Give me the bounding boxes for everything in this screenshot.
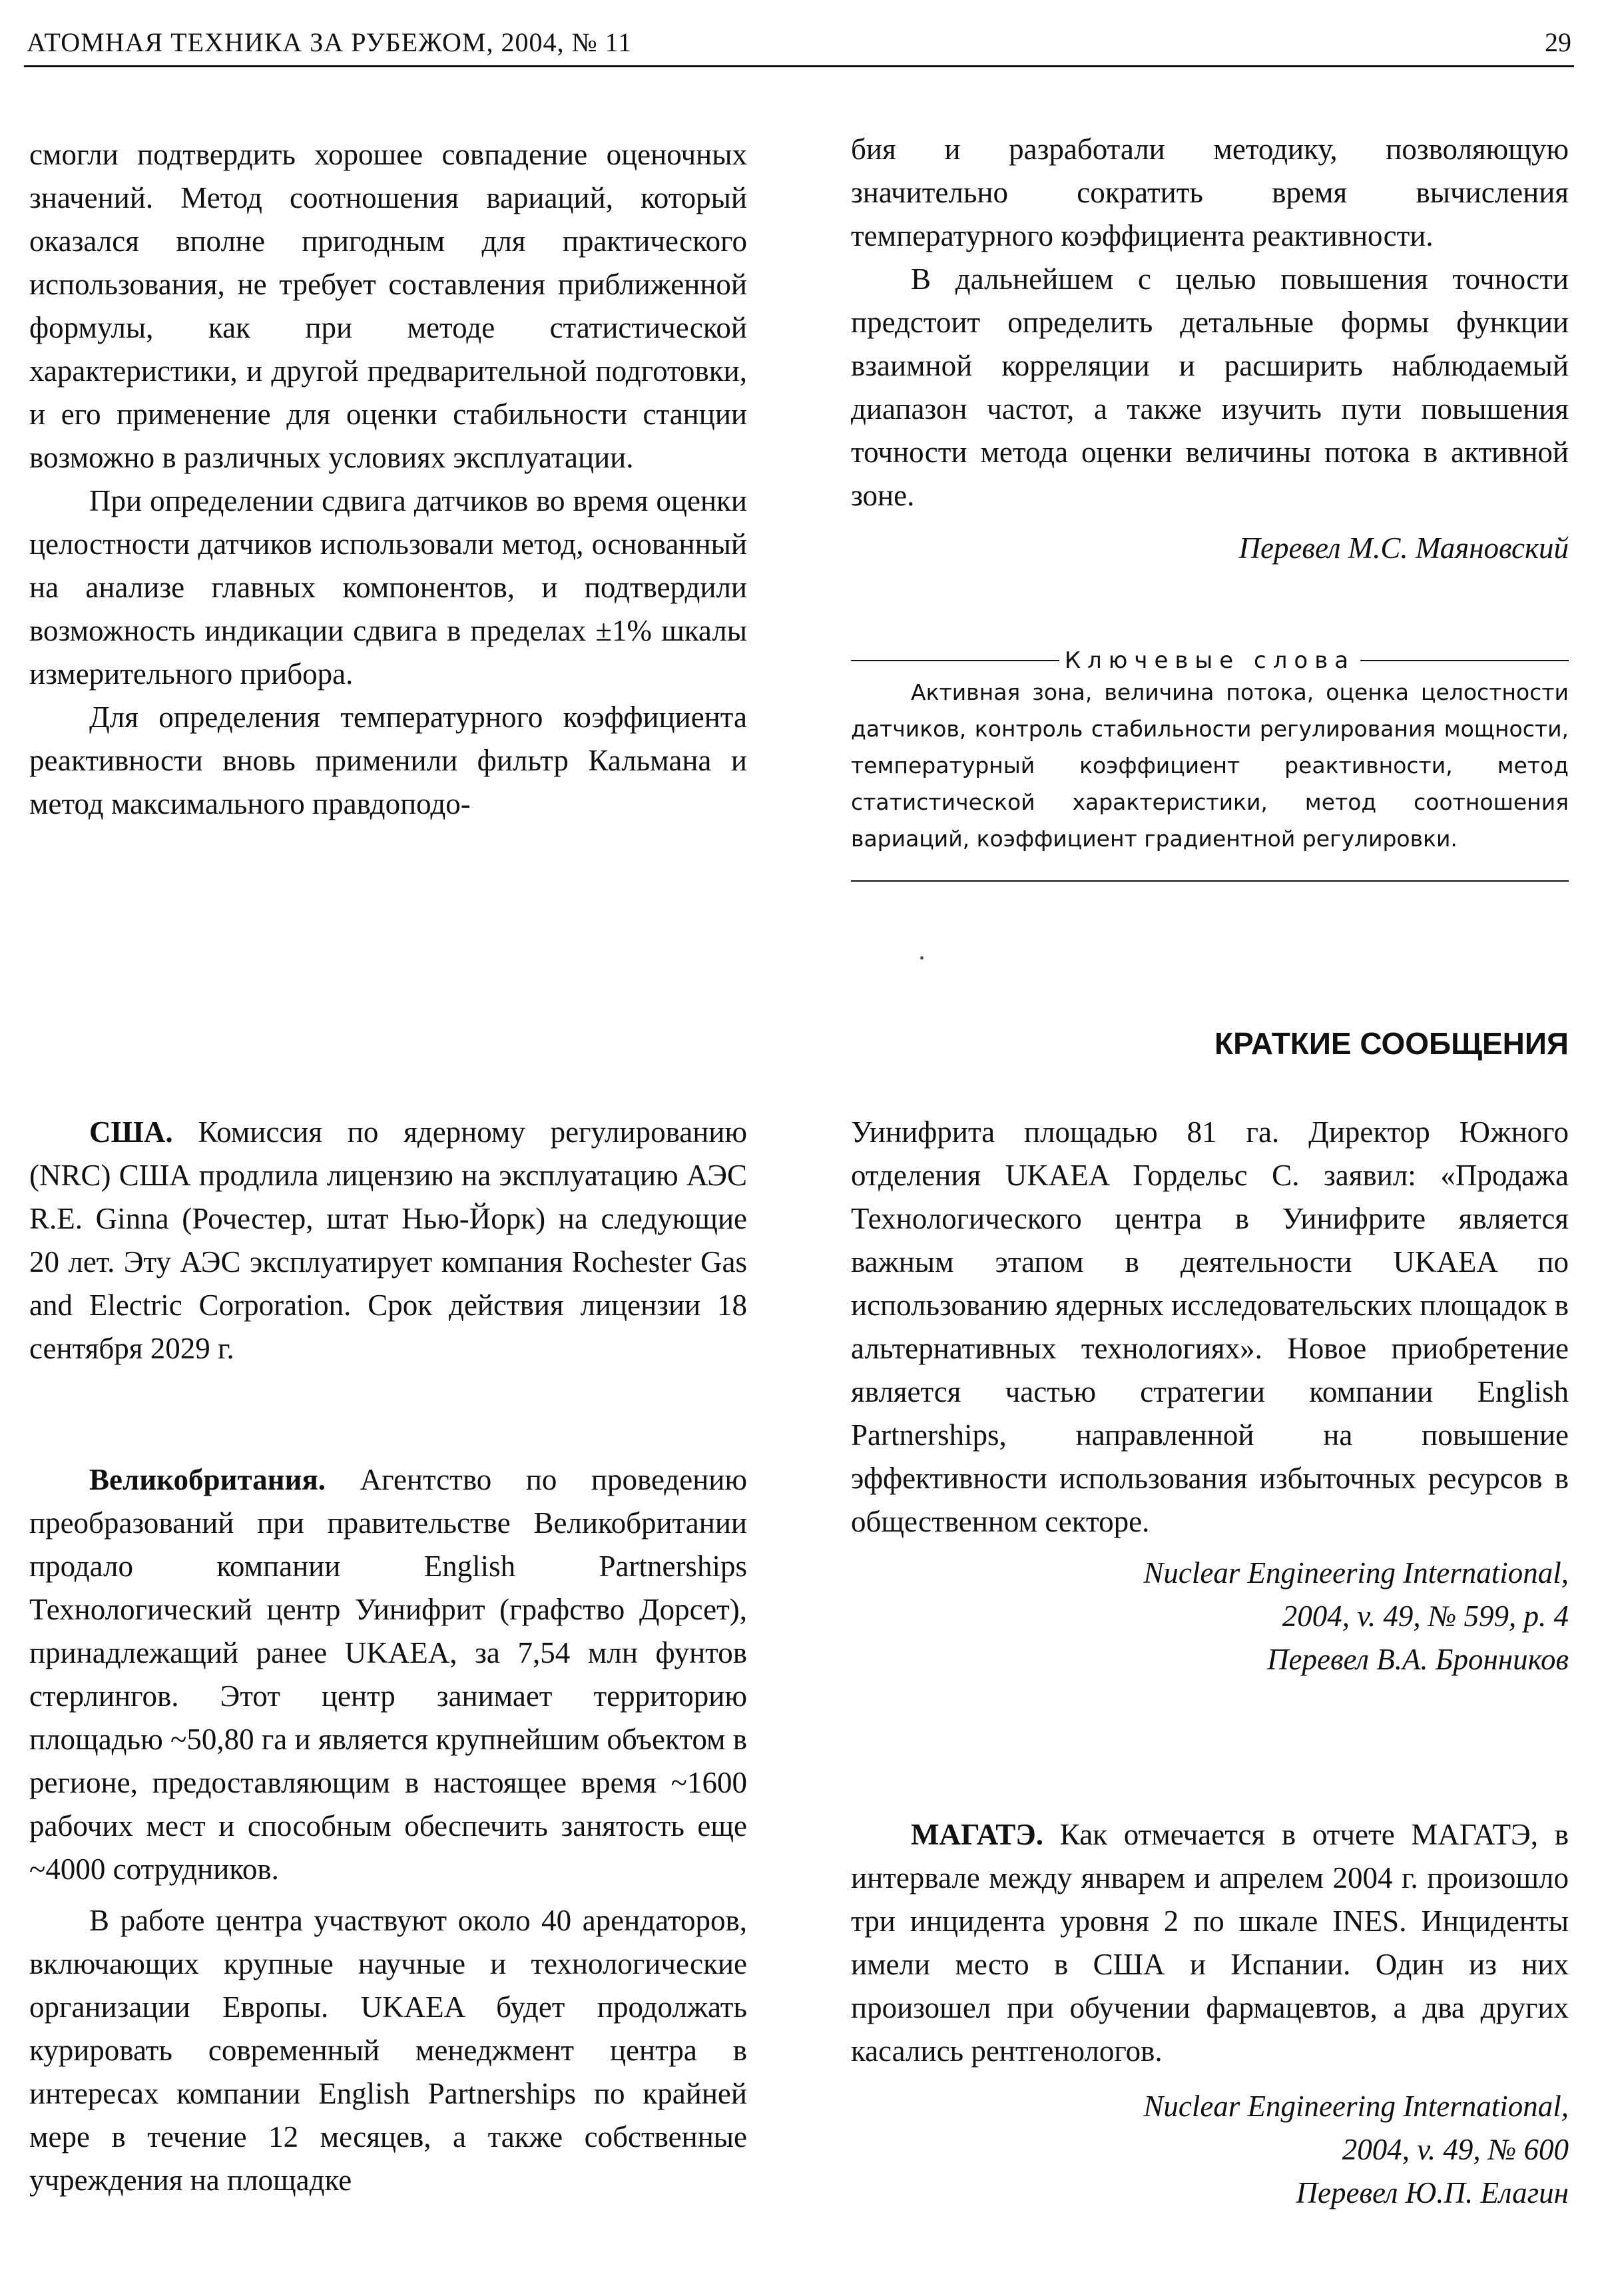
article-continuation-left — [29, 133, 747, 826]
article-paragraph: бия и разработали методику, позволяющую значительно сократить время вычисления температурного коэффициента реактивности. — [851, 133, 1569, 252]
page-number: 29 — [1545, 27, 1571, 57]
article-paragraph: При определении сдвига датчиков во время оценки целостности датчиков использовали метод, основанный на анализе главных компонентов, и подтвердили возможность индикации сдвига в пределах ±1% шкалы измерительного прибора. — [29, 484, 747, 691]
keywords-rule-left — [851, 660, 1059, 661]
news-usa — [29, 1111, 747, 1370]
news-uk — [29, 1458, 747, 2202]
news-uk-continuation — [851, 1111, 1569, 1681]
news-iaea-text: Как отмечается в отчете МАГАТЭ, в интервале между январем и апрелем 2004 г. произошло три инцидента уровня 2 по шкале INES. Инциденты имели место в США и Испании. Один из них произошел при обучении фармацевтов, а два других касались рентгенологов. — [851, 1818, 1569, 2068]
news-iaea — [851, 1813, 1569, 2215]
news-uk-text: Агентство по проведению преобразований при правительстве Великобритании продало компании English Partnerships Технологический центр Уинифрит (графство Дорсет), принадлежащий ранее UKAEA, за 7,54 млн фунтов стерлингов. Этот центр занимает территорию площадью ~50,80 га и является крупнейшим объектом в регионе, предоставляющим в настоящее время ~1600 рабочих мест и способным обеспечить занятость еще ~4000 сотрудников. — [29, 1463, 747, 1886]
keywords-rule-right — [1360, 660, 1569, 661]
news-iaea-source-1: Nuclear Engineering International, — [1143, 2090, 1569, 2123]
article-paragraph: В дальнейшем с целью повышения точности предстоит определить детальные формы функции взаимной корреляции и расширить наблюдаемый диапазон частот, а также изучить пути повышения точности метода оценки величины потока в активной зоне. — [851, 262, 1569, 512]
news-uk-continuation-text: Уинифрита площадью 81 га. Директор Южного отделения UKAEA Гордельс С. заявил: «Продажа Технологического центра в Уинифрите является важным этапом в деятельности UKAEA по использованию ядерных исследовательских площадок в альтернативных технологиях». Новое приобретение является частью стратегии компании English Partnerships, направленной на повышение эффективности использования избыточных ресурсов в общественном секторе. — [851, 1115, 1569, 1538]
stray-dot — [920, 956, 924, 960]
news-usa-lead: США. — [89, 1115, 173, 1149]
article-paragraph: смогли подтвердить хорошее совпадение оценочных значений. Метод соотношения вариаций, который оказался вполне пригодным для практического использования, не требует составления приближенной формулы, как при методе статистической характеристики, и другой предварительной подготовки, и его применение для оценки стабильности станции возможно в различных условиях эксплуатации. — [29, 138, 747, 474]
article-paragraph: Для определения температурного коэффициента реактивности вновь применили фильтр Кальмана и метод максимального правдоподо- — [29, 701, 747, 820]
keywords-bottom-rule — [851, 880, 1569, 882]
header-rule — [24, 65, 1574, 67]
keywords-heading-label: Ключевые слова — [1064, 647, 1356, 674]
article-translator: Перевел М.С. Маяновский — [1238, 531, 1569, 565]
news-uk-source-2: 2004, v. 49, № 599, p. 4 — [1282, 1599, 1569, 1633]
keywords-heading — [851, 647, 1569, 674]
news-uk-lead: Великобритания. — [89, 1463, 326, 1496]
section-heading: КРАТКИЕ СООБЩЕНИЯ — [1214, 1026, 1569, 1061]
news-uk-paragraph-2: В работе центра участвуют около 40 арендаторов, включающих крупные научные и технологические организации Европы. UKAEA будет продолжать курировать современный менеджмент центра в интересах компании English Partnerships по крайней мере в течение 12 месяцев, а также собственные учреждения на площадке — [29, 1904, 747, 2197]
news-uk-source-1: Nuclear Engineering International, — [1143, 1556, 1569, 1589]
running-header-title: АТОМНАЯ ТЕХНИКА ЗА РУБЕЖОМ, 2004, № 11 — [27, 27, 633, 57]
news-usa-text: Комиссия по ядерному регулированию (NRC) США продлила лицензию на эксплуатацию АЭС R.E. Ginna (Рочестер, штат Нью-Йорк) на следующие 20 лет. Эту АЭС эксплуатирует компания Rochester Gas and Electric Corporation. Срок действия лицензии 18 сентября 2029 г. — [29, 1115, 747, 1365]
news-iaea-translator: Перевел Ю.П. Елагин — [1296, 2176, 1569, 2209]
keywords-body — [851, 674, 1569, 857]
news-iaea-lead: МАГАТЭ. — [911, 1818, 1044, 1851]
keywords-text: Активная зона, величина потока, оценка целостности датчиков, контроль стабильности регулирования мощности, температурный коэффициент реактивности, метод статистической характеристики, метод соотношения вариаций, коэффициент градиентной регулировки. — [851, 679, 1569, 852]
news-iaea-source-2: 2004, v. 49, № 600 — [1342, 2133, 1569, 2166]
article-continuation-right — [851, 128, 1569, 570]
news-uk-translator: Перевел В.А. Бронников — [1267, 1643, 1569, 1676]
